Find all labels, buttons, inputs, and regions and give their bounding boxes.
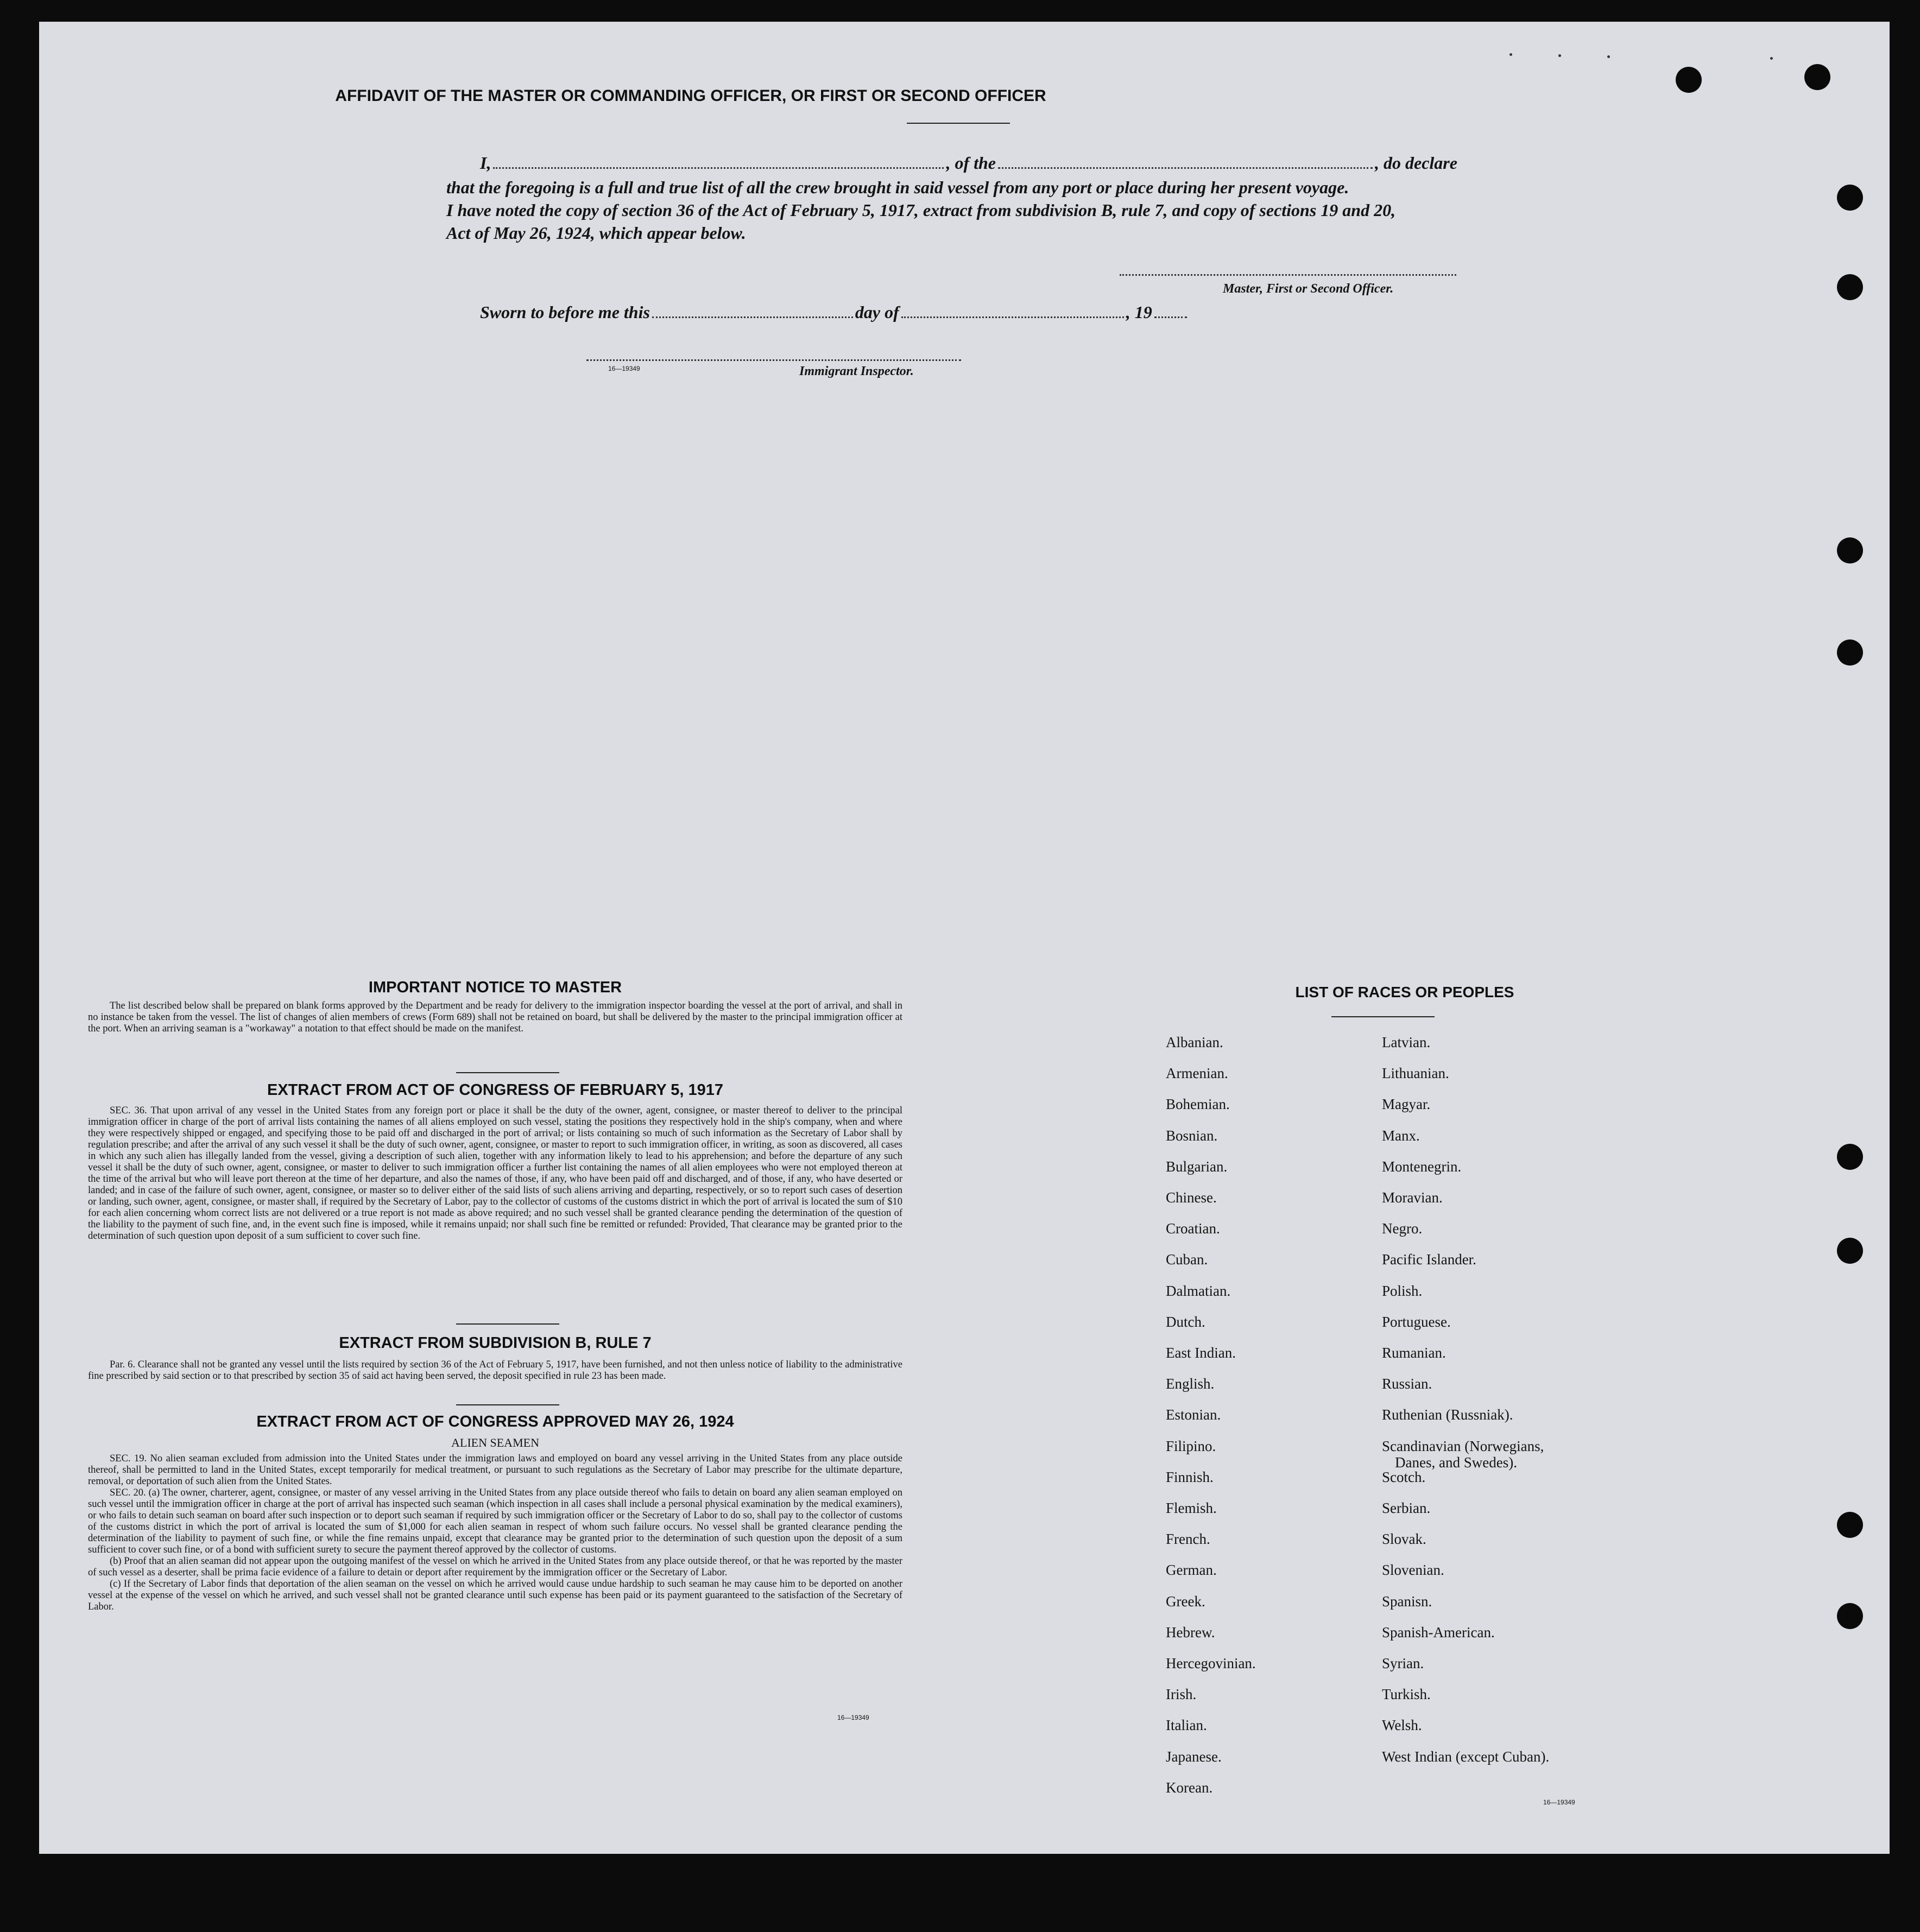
- race-item: Albanian.: [1166, 1034, 1223, 1050]
- race-item: Hebrew.: [1166, 1624, 1215, 1640]
- race-item: Dalmatian.: [1166, 1283, 1231, 1299]
- sworn-year-label: , 19: [1126, 302, 1152, 322]
- race-item: Slovenian.: [1382, 1562, 1444, 1578]
- race-item: Flemish.: [1166, 1500, 1217, 1516]
- extract-rule7-body: [88, 1359, 902, 1382]
- punch-hole: [1837, 185, 1863, 211]
- sworn-month-blank[interactable]: [901, 316, 1124, 318]
- notice-title: IMPORTANT NOTICE TO MASTER: [368, 979, 622, 996]
- race-item: Polish.: [1382, 1283, 1423, 1299]
- extract-1917-body: [88, 1105, 902, 1242]
- race-item: Serbian.: [1382, 1500, 1431, 1516]
- alien-seamen-subtitle: ALIEN SEAMEN: [451, 1436, 539, 1449]
- extract-1917-title: EXTRACT FROM ACT OF CONGRESS OF FEBRUARY 5, 1917: [267, 1081, 724, 1099]
- declaration-line-1: [480, 151, 1457, 175]
- race-item: Hercegovinian.: [1166, 1655, 1256, 1671]
- declaration-line-4: Act of May 26, 1924, which appear below.: [446, 223, 746, 243]
- race-item: Rumanian.: [1382, 1345, 1446, 1361]
- notice-text: The list described below shall be prepared on blank forms approved by the Department and be ready for delivery to the immigration inspector boarding the vessel at the port of arrival, and shall in no instance be taken from the vessel. The list of changes of alien members of crews (Form 689) shall not be retained on board, but shall be delivered by the master to the principal immigration officer at the port. When an arriving seaman is a "workaway" a notation to that effect should be made on the manifest.: [88, 1000, 902, 1034]
- race-item: Ruthenian (Russniak).: [1382, 1407, 1513, 1423]
- inspector-label: Immigrant Inspector.: [799, 364, 914, 378]
- declaration-of-the: , of the: [946, 153, 996, 173]
- race-item: English.: [1166, 1376, 1215, 1392]
- scan-speck: [1510, 53, 1512, 56]
- punch-hole: [1837, 1512, 1863, 1538]
- race-item: Greek.: [1166, 1593, 1205, 1610]
- race-item: Spanish-American.: [1382, 1624, 1495, 1640]
- race-item: Japanese.: [1166, 1749, 1222, 1765]
- races-title: LIST OF RACES OR PEOPLES: [1295, 984, 1514, 1000]
- race-item: Armenian.: [1166, 1065, 1228, 1081]
- race-item: West Indian (except Cuban).: [1382, 1749, 1550, 1765]
- race-item: Danes, and Swedes).: [1395, 1454, 1517, 1471]
- race-item: East Indian.: [1166, 1345, 1236, 1361]
- race-item: German.: [1166, 1562, 1217, 1578]
- master-signature-line[interactable]: [1120, 274, 1456, 276]
- race-item: Manx.: [1382, 1127, 1420, 1144]
- race-item: Scotch.: [1382, 1469, 1426, 1485]
- punch-hole: [1837, 537, 1863, 563]
- race-item: Latvian.: [1382, 1034, 1431, 1050]
- sec-20a-text: SEC. 20. (a) The owner, charterer, agent, consignee, or master of any vessel arriving in the United States from any place outside thereof who fails to detain on board any alien seaman employed on such vessel until the immigration officer in charge at the port of arrival has inspected such seaman (which inspection in all cases shall include a personal physical examination by the medical examiners), or who fails to detain such seaman on board after such inspection or to deport such seaman if required by such immigration officer or the Secretary of Labor to do so, shall pay to the collector of customs of the customs district in which the port of arrival is located the sum of $1,000 for each alien seaman in respect of whom such failure occurs. No vessel shall be granted clearance pending the determination of the liability to payment of such fine, or while the fine remains unpaid, except that clearance may be granted prior to the determination of such question upon the deposit of a sum sufficient to cover such fine, or of a bond with sufficient surety to secure the payment thereof approved by the collector of customs.: [88, 1487, 902, 1555]
- races-form-number: 16—19349: [1543, 1798, 1575, 1806]
- race-item: Syrian.: [1382, 1655, 1424, 1671]
- race-item: Montenegrin.: [1382, 1158, 1462, 1175]
- punch-hole: [1804, 64, 1830, 90]
- extract-rule7-text: Par. 6. Clearance shall not be granted any vessel until the lists required by section 36 of the Act of February 5, 1917, have been furnished, and not then unless notice of liability to the administrative fine prescribed by said section or to that prescribed by section 35 of said act having been served, the deposit specified in rule 23 has been made.: [88, 1359, 902, 1382]
- sec-20c-text: (c) If the Secretary of Labor finds that deportation of the alien seaman on the vessel on which he arrived would cause undue hardship to such seaman he may cause him to be deported on another vessel at the expense of the vessel on which he arrived, and such vessel shall not be granted clearance until such expense has been paid or its payment guaranteed to the satisfaction of the Secretary of Labor.: [88, 1579, 902, 1612]
- extract-1917-text: SEC. 36. That upon arrival of any vessel in the United States from any foreign port or place it shall be the duty of the owner, agent, consignee, or master thereof to deliver to the principal immigration officer in charge of the port of arrival lists containing the names of all aliens employed on such vessel, stating the positions they respectively hold in the ship's company, when and where they were respectively shipped or engaged, and specifying those to be paid off and discharged in the port of arrival; or lists containing so much of such information as the Secretary of Labor shall by regulation prescribe; and after the arrival of any such vessel it shall be the duty of such owner, agent, consignee, or master to report to such immigration officer, in writing, as soon as discovered, all cases in which any such alien has illegally landed from the vessel, giving a description of such alien, together with any information likely to lead to his apprehension; and before the departure of any such vessel it shall be the duty of such owner, agent, consignee, or master to deliver to such immigration officer a further list containing the names of all alien employees who were not employed thereon at the time of the arrival but who will leave port thereon at the time of her departure, and also the names of those, if any, who have been paid off and discharged, and of those, if any, who have deserted or landed; and in case of the failure of such owner, agent, consignee, or master so to deliver either of the said lists of such aliens arriving and departing, respectively, or so to report such cases of desertion or landing, such owner, agent, consignee, or master shall, if required by the Secretary of Labor, pay to the collector of customs of the customs district in which the port of arrival is located the sum of $10 for each alien concerning whom correct lists are not delivered or a true report is not made as above required; and no such vessel shall be granted clearance pending the determination of the question of the liability to the payment of such fine, and, in the event such fine is imposed, while it remains unpaid; nor shall such fine be remitted or refunded: Provided, That clearance may be granted prior to the determination of such question upon deposit of a sum sufficient to cover such fine.: [88, 1105, 902, 1241]
- punch-hole: [1676, 67, 1702, 93]
- declaration-line-3: I have noted the copy of section 36 of the Act of February 5, 1917, extract from subdivision B, rule 7, and copy of sections 19 and 20,: [446, 200, 1396, 220]
- race-item: Magyar.: [1382, 1096, 1431, 1112]
- master-name-blank[interactable]: [493, 167, 944, 169]
- race-item: Dutch.: [1166, 1314, 1205, 1330]
- race-item: Estonian.: [1166, 1407, 1221, 1423]
- divider-1917: [456, 1072, 559, 1073]
- race-item: Finnish.: [1166, 1469, 1214, 1485]
- race-item: Pacific Islander.: [1382, 1251, 1476, 1268]
- race-item: Scandinavian (Norwegians,: [1382, 1438, 1544, 1454]
- sec-20b-text: (b) Proof that an alien seaman did not appear upon the outgoing manifest of the vessel on which he arrived in the United States from any place outside thereof, or that he was reported by the master of such vessel as a deserter, shall be prima facie evidence of a failure to detain or deport after requirement by the immigration officer or the Secretary of Labor.: [88, 1556, 902, 1578]
- affidavit-title: AFFIDAVIT OF THE MASTER OR COMMANDING OFFICER, OR FIRST OR SECOND OFFICER: [335, 87, 1046, 105]
- scan-speck: [1770, 57, 1773, 60]
- race-item: Turkish.: [1382, 1686, 1431, 1702]
- punch-hole: [1837, 1144, 1863, 1170]
- declaration-declare: , do declare: [1375, 153, 1457, 173]
- sworn-line: [480, 300, 1189, 325]
- affidavit-form-number: 16—19349: [608, 365, 640, 372]
- scan-speck: [1558, 54, 1561, 57]
- race-item: Italian.: [1166, 1717, 1207, 1733]
- punch-hole: [1837, 1238, 1863, 1264]
- race-item: Welsh.: [1382, 1717, 1422, 1733]
- divider-1924: [456, 1404, 559, 1405]
- notice-body: [88, 1000, 902, 1035]
- punch-hole: [1837, 274, 1863, 300]
- race-item: Moravian.: [1382, 1189, 1443, 1206]
- race-item: Cuban.: [1166, 1251, 1208, 1268]
- race-item: Irish.: [1166, 1686, 1197, 1702]
- race-item: Bulgarian.: [1166, 1158, 1228, 1175]
- extract-rule7-title: EXTRACT FROM SUBDIVISION B, RULE 7: [339, 1334, 652, 1352]
- declaration-line-2: that the foregoing is a full and true list of all the crew brought in said vessel from any port or place during her present voyage.: [446, 178, 1349, 197]
- form-sheet: [39, 22, 1890, 1854]
- sworn-day-blank[interactable]: [652, 316, 853, 318]
- race-item: Spanisn.: [1382, 1593, 1432, 1610]
- sworn-year-blank[interactable]: [1154, 316, 1187, 318]
- vessel-name-blank[interactable]: [998, 167, 1373, 169]
- master-signature-label: Master, First or Second Officer.: [1223, 282, 1394, 296]
- race-item: Portuguese.: [1382, 1314, 1451, 1330]
- sec-19-text: SEC. 19. No alien seaman excluded from admission into the United States under the immigration laws and employed on board any vessel arriving in the United States from any place outside thereof, shall be permitted to land in the United States, except temporarily for medical treatment, or pursuant to such regulations as the Secretary of Labor may prescribe for the ultimate departure, removal, or deportation of such alien from the United States.: [88, 1453, 902, 1487]
- race-item: Korean.: [1166, 1779, 1213, 1796]
- race-item: Russian.: [1382, 1376, 1432, 1392]
- punch-hole: [1837, 1603, 1863, 1629]
- scan-speck: [1607, 55, 1610, 58]
- declaration-i: I,: [480, 153, 491, 173]
- sworn-prefix: Sworn to before me this: [480, 302, 650, 322]
- races-underline: [1331, 1016, 1435, 1017]
- race-item: Slovak.: [1382, 1531, 1426, 1547]
- divider-rule7: [456, 1323, 559, 1325]
- race-item: Negro.: [1382, 1220, 1423, 1237]
- race-item: Filipino.: [1166, 1438, 1216, 1454]
- extract-form-number: 16—19349: [837, 1714, 869, 1721]
- title-underline: [907, 123, 1010, 124]
- punch-hole: [1837, 639, 1863, 666]
- race-item: Chinese.: [1166, 1189, 1217, 1206]
- extract-1924-title: EXTRACT FROM ACT OF CONGRESS APPROVED MAY 26, 1924: [256, 1413, 734, 1430]
- extract-1924-body: [88, 1453, 902, 1613]
- race-item: French.: [1166, 1531, 1210, 1547]
- race-item: Bohemian.: [1166, 1096, 1230, 1112]
- race-item: Croatian.: [1166, 1220, 1220, 1237]
- race-item: Lithuanian.: [1382, 1065, 1449, 1081]
- sworn-day-label: day of: [855, 302, 899, 322]
- race-item: Bosnian.: [1166, 1127, 1218, 1144]
